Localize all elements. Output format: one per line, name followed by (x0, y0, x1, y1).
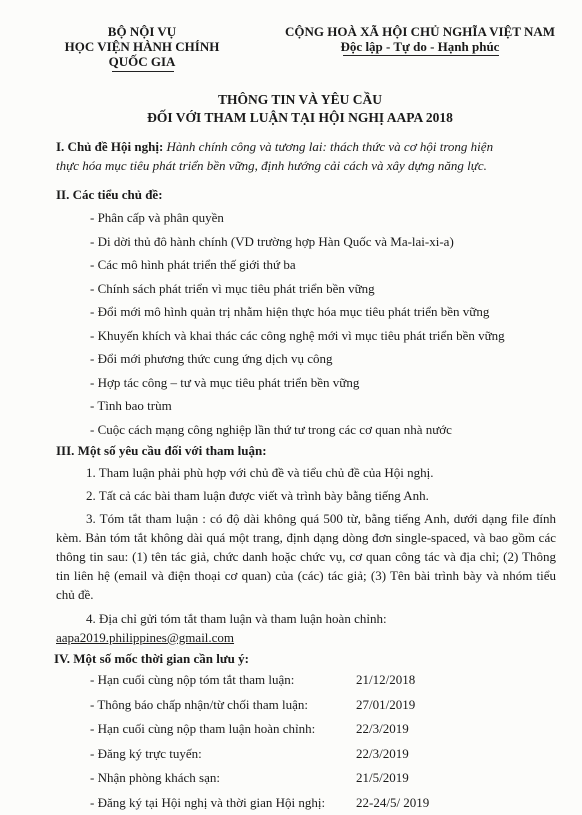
deadline-row (56, 668, 556, 693)
subtheme-item: - Phân cấp và phân quyền (56, 206, 556, 230)
agency-line-3: QUỐC GIA (52, 54, 232, 69)
subtheme-item: - Cuộc cách mạng công nghiệp lần thứ tư trong các cơ quan nhà nước (56, 418, 556, 442)
deadline-label: - Hạn cuối cùng nộp tóm tắt tham luận: (90, 672, 294, 687)
deadline-label: - Nhận phòng khách sạn: (90, 770, 220, 785)
conference-theme: Hành chính công và tương lai: thách thức và cơ hội trong hiện (167, 139, 494, 154)
subtheme-item: - Khuyến khích và khai thác các công nghệ mới vì mục tiêu phát triển bền vững (56, 324, 556, 348)
requirement-4: 4. Địa chỉ gửi tóm tắt tham luận và tham luận hoàn chỉnh: (56, 609, 556, 628)
deadline-row (56, 717, 556, 742)
section-1 (56, 137, 556, 175)
deadline-date: 22-24/5/ 2019 (356, 791, 429, 815)
motto-line: Độc lập - Tự do - Hạnh phúc (270, 39, 570, 54)
section-4 (56, 649, 556, 815)
deadline-row (56, 791, 556, 815)
section-1-heading: I. Chủ đề Hội nghị: (56, 139, 163, 154)
title-line-2: ĐỐI VỚI THAM LUẬN TẠI HỘI NGHỊ AAPA 2018 (18, 109, 582, 127)
national-motto (270, 24, 570, 54)
section-3-heading: III. Một số yêu cầu đối với tham luận: (56, 441, 556, 460)
deadline-label: - Thông báo chấp nhận/từ chối tham luận: (90, 697, 308, 712)
deadline-row (56, 742, 556, 767)
deadline-date: 21/12/2018 (356, 668, 415, 693)
deadline-date: 21/5/2019 (356, 766, 409, 791)
subtheme-item: - Tình bao trùm (56, 394, 556, 418)
subtheme-item: - Đổi mới phương thức cung ứng dịch vụ công (56, 347, 556, 371)
deadline-date: 27/01/2019 (356, 693, 415, 718)
agency-underline (112, 71, 174, 72)
deadline-label: - Đăng ký tại Hội nghị và thời gian Hội nghị: (90, 795, 325, 810)
submission-email-link[interactable]: aapa2019.philippines@gmail.com (56, 630, 234, 645)
deadline-row (56, 693, 556, 718)
requirement-3: 3. Tóm tắt tham luận : có độ dài không quá 500 từ, bằng tiếng Anh, dưới dạng file đính kèm. Bản tóm tắt không dài quá một trang, định dạng dòng đơn single-spaced, và bao gồm các thông tin sau: (1) tên tác giả, chức danh hoặc chức vụ, cơ quan công tác và địa chỉ; (2) Thông tin liên hệ (email và điện thoại cơ quan) của (các) tác giả; (3) Tên bài trình bày và nhóm tiểu chủ đề. (56, 509, 556, 604)
deadline-label: - Hạn cuối cùng nộp tham luận hoàn chỉnh: (90, 721, 315, 736)
agency-line-1: BỘ NỘI VỤ (52, 24, 232, 39)
country-name: CỘNG HOÀ XÃ HỘI CHỦ NGHĨA VIỆT NAM (270, 24, 570, 39)
motto-underline (343, 55, 499, 56)
section-3 (56, 441, 556, 647)
deadline-date: 22/3/2019 (356, 742, 409, 767)
deadline-label: - Đăng ký trực tuyến: (90, 746, 202, 761)
issuing-agency (52, 24, 232, 69)
subtheme-item: - Di dời thủ đô hành chính (VD trường hợp Hàn Quốc và Ma-lai-xi-a) (56, 230, 556, 254)
document-title (0, 91, 582, 127)
subtheme-item: - Đổi mới mô hình quản trị nhằm hiện thực hóa mục tiêu phát triển bền vững (56, 300, 556, 324)
subtheme-item: - Hợp tác công – tư và mục tiêu phát triển bền vững (56, 371, 556, 395)
requirement-2: 2. Tất cả các bài tham luận được viết và trình bày bằng tiếng Anh. (56, 486, 556, 505)
section-4-heading: IV. Một số mốc thời gian cần lưu ý: (54, 649, 556, 668)
deadline-row (56, 766, 556, 791)
subtheme-item: - Các mô hình phát triển thế giới thứ ba (56, 253, 556, 277)
document-body (56, 137, 556, 815)
conference-theme-cont: thực hóa mục tiêu phát triển bền vững, định hướng cải cách và xây dựng năng lực. (56, 156, 556, 175)
subtheme-item: - Chính sách phát triển vì mục tiêu phát triển bền vững (56, 277, 556, 301)
title-line-1: THÔNG TIN VÀ YÊU CẦU (18, 91, 582, 109)
section-2-heading: II. Các tiểu chủ đề: (56, 185, 556, 204)
agency-line-2: HỌC VIỆN HÀNH CHÍNH (52, 39, 232, 54)
deadline-date: 22/3/2019 (356, 717, 409, 742)
section-2 (56, 185, 556, 441)
requirement-1: 1. Tham luận phải phù hợp với chủ đề và tiểu chủ đề của Hội nghị. (56, 463, 556, 482)
